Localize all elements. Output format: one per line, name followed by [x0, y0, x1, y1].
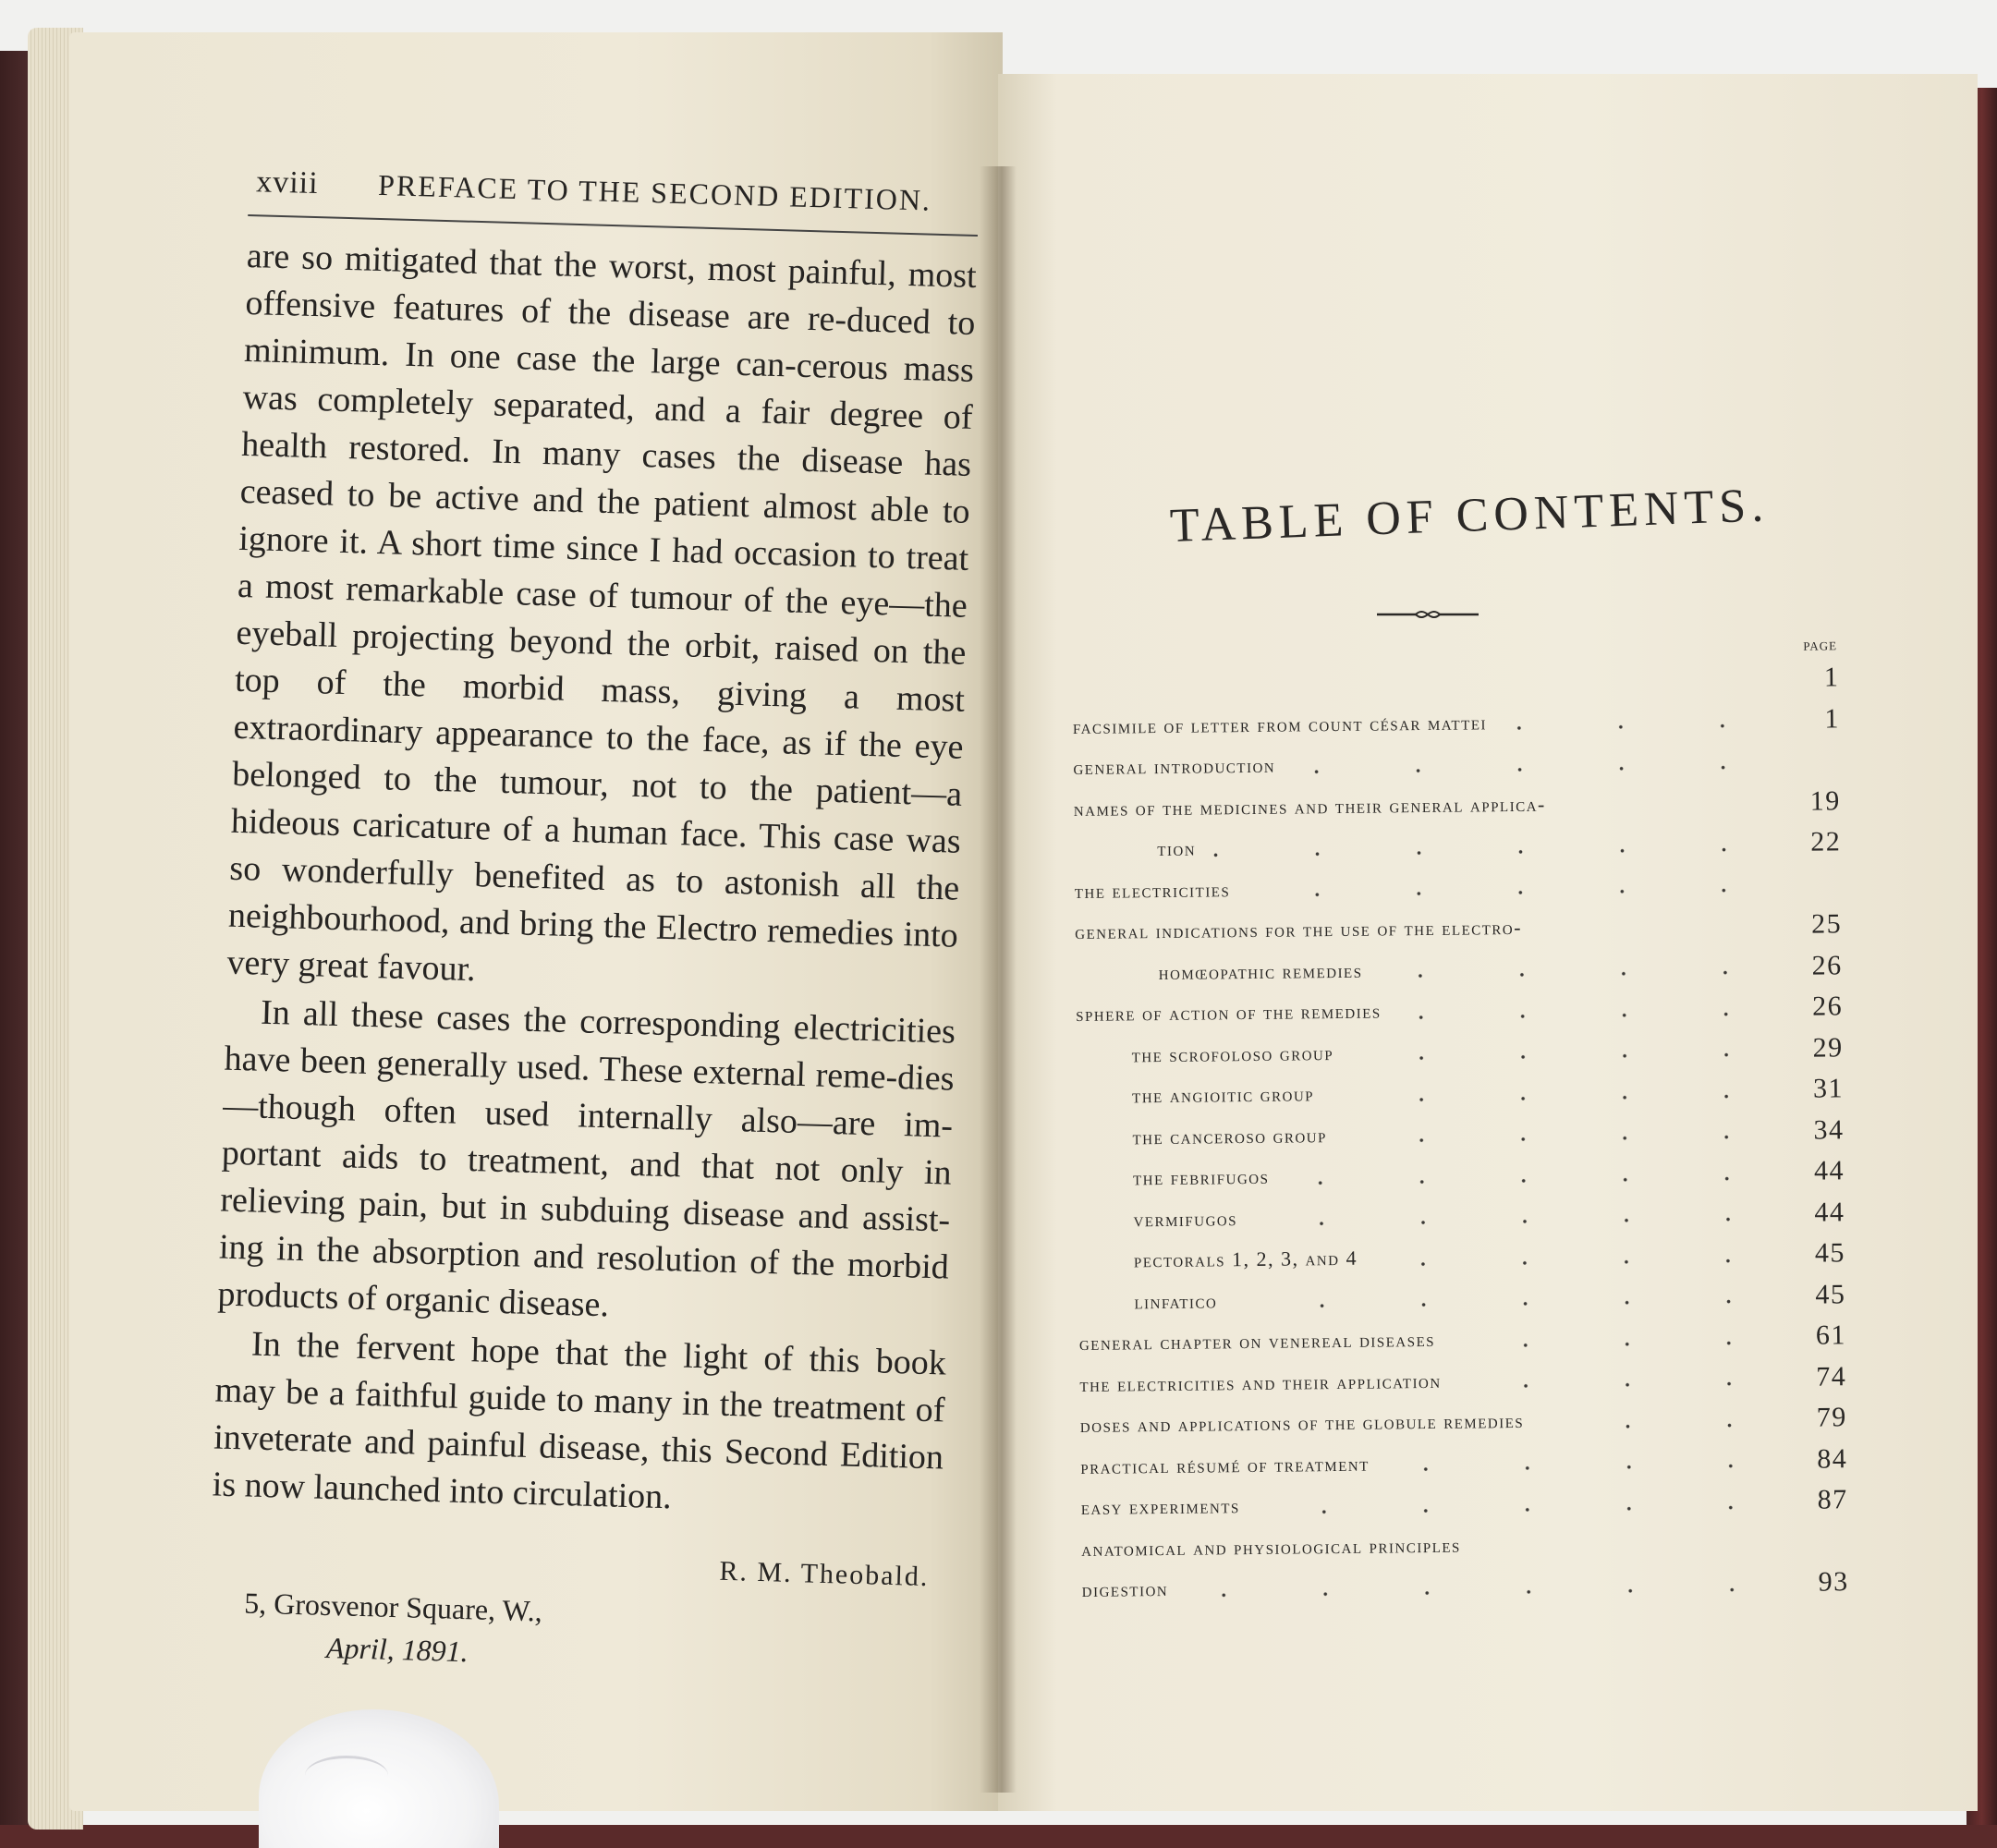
toc-page-number	[1792, 883, 1842, 884]
dot-leader	[1185, 1587, 1783, 1598]
toc-entry-title: general introduction	[1073, 753, 1276, 780]
toc-entry-title: practical résumé of treatment	[1080, 1452, 1370, 1478]
dot-leader	[1452, 1341, 1780, 1348]
toc-title: TABLE OF CONTENTS.	[1169, 479, 1771, 553]
preface-body	[212, 213, 978, 1529]
dot-leader	[1247, 888, 1775, 897]
paragraph-1: are so mitigated that the worst, most painful, most offensive features of the disease are re-duced to minimum. In one case the large can-cerous mass was completely separated, and a fair degree of health restored. In many cases the disease has ceased to be active and the patient almost able to ignore it. A short time since I had occasion to treat a most remarkable case of tumour of the eye—the eyeball projecting beyond the orbit, raised on the top of the morbid mass, giving a most extraordinary appearance to the face, as if the eye belonged to the tumour, not to the patient—a hideous caricature of a human face. This case was so wonderfully benefited as to astonish all the neighbourhood, and bring the Electro remedies into very great favour.	[226, 236, 978, 990]
toc-page-number: 1	[1824, 703, 1841, 735]
toc-entry-title: digestion	[1081, 1577, 1169, 1602]
toc-page-number: 26	[1811, 991, 1844, 1022]
toc-entry-title: easy experiments	[1080, 1494, 1240, 1520]
book-gutter-shadow	[980, 166, 1017, 1793]
toc-entry-title: general chapter on venereal diseases	[1078, 1328, 1436, 1356]
toc-entry-title: vermifugos	[1133, 1206, 1238, 1232]
author-signature: R. M. Theobald.	[719, 1555, 930, 1593]
toc-entry-title: the febrifugos	[1132, 1165, 1270, 1190]
toc-entry-title: doses and applications of the globule remedies	[1079, 1409, 1525, 1438]
dot-leader	[1350, 1052, 1776, 1061]
dot-leader	[1234, 1299, 1779, 1308]
toc-list	[1072, 657, 1849, 1611]
dot-leader	[1539, 930, 1775, 936]
toc-page-number: 31	[1812, 1073, 1845, 1104]
ornament-divider-icon	[1377, 608, 1479, 621]
toc-page-number: 1	[1823, 662, 1840, 693]
dot-leader	[1380, 970, 1776, 978]
address-line: 5, Grosvenor Square, W.,	[243, 1586, 543, 1628]
toc-page-number: 74	[1816, 1361, 1847, 1392]
preface-date: April, 1891.	[325, 1630, 469, 1669]
toc-page-number: 25	[1811, 908, 1843, 940]
toc-entry-title: sphere of action of the remedies	[1076, 999, 1382, 1027]
toc-entry-title: the scrofoloso group	[1131, 1040, 1334, 1067]
dot-leader	[1458, 1381, 1781, 1389]
page-number: xviii	[255, 164, 320, 201]
toc-page-number: 61	[1815, 1319, 1847, 1351]
toc-entry-title: names of the medicines and their general applica-	[1073, 792, 1546, 821]
toc-entry-title: tion	[1157, 836, 1197, 861]
toc-page-number: 44	[1813, 1155, 1845, 1186]
toc-page-number: 19	[1809, 785, 1841, 817]
toc-page-number: 26	[1811, 950, 1843, 981]
page-column-label: PAGE	[1803, 638, 1838, 653]
toc-page-number: 44	[1814, 1197, 1845, 1228]
running-title: PREFACE TO THE SECOND EDITION.	[377, 167, 932, 217]
toc-page-number: 84	[1817, 1443, 1848, 1475]
paragraph-3: In the fervent hope that the light of this book may be a faithful guide to many in the treatment of inveterate and painful disease, this Second Edition is now launched into circulation.	[212, 1324, 947, 1517]
toc-entry-title: anatomical and physiological principles	[1081, 1533, 1461, 1561]
toc-page-number: 93	[1818, 1566, 1849, 1598]
dot-leader	[1331, 1094, 1777, 1102]
dot-leader	[1563, 806, 1774, 811]
toc-entry-title: the angioitic group	[1131, 1082, 1315, 1108]
paragraph-2: In all these cases the corresponding electricities have been generally used. These external reme-dies—though often used internally also—are im-portant aids to treatment, and that not only in relieving pain, but in subduing disease and assist-ing in the absorption and resolution of the morbid products of organic disease.	[217, 992, 956, 1325]
dot-leader	[1292, 765, 1773, 773]
dot-leader	[1540, 1423, 1781, 1429]
dot-leader	[1257, 1505, 1782, 1514]
toc-page-number: 22	[1810, 826, 1842, 857]
dot-leader	[1504, 723, 1773, 730]
toc-entry-title: the canceroso group	[1132, 1123, 1328, 1149]
toc-page-number: 87	[1817, 1484, 1848, 1515]
toc-page-number	[1790, 760, 1840, 761]
toc-entry-title: general indications for the use of the electro-	[1075, 916, 1523, 944]
toc-page-number: 79	[1816, 1402, 1847, 1433]
toc-entry-title: the electricities	[1074, 877, 1231, 903]
dot-leader	[1398, 1012, 1777, 1019]
toc-page-number: 45	[1815, 1279, 1846, 1310]
dot-leader	[1478, 1546, 1782, 1552]
toc-page-number: 34	[1813, 1114, 1845, 1146]
dot-leader	[1212, 847, 1774, 857]
glove-fold	[305, 1756, 388, 1795]
dot-leader	[1089, 683, 1772, 694]
dot-leader	[1374, 1258, 1779, 1267]
toc-entry-title: linfatico	[1134, 1289, 1218, 1314]
dot-leader	[1285, 1176, 1778, 1185]
toc-entry	[1081, 1562, 1848, 1611]
toc-entry-title: facsimile of letter from count césar mattei	[1072, 711, 1488, 738]
dot-leader	[1386, 1464, 1781, 1471]
dot-leader	[1344, 1135, 1778, 1143]
toc-page-number: 29	[1812, 1032, 1844, 1064]
toc-entry-title: pectorals 1, 2, 3, and 4	[1133, 1246, 1358, 1272]
table-of-contents	[1072, 638, 1849, 1611]
left-page-text-block	[207, 157, 979, 1685]
toc-entry-title: the electricities and their application	[1079, 1368, 1442, 1396]
toc-entry-title: homœopathic remedies	[1158, 958, 1363, 984]
dot-leader	[1254, 1217, 1778, 1226]
toc-page-number: 45	[1814, 1237, 1846, 1269]
toc-page-number	[1798, 1541, 1848, 1542]
